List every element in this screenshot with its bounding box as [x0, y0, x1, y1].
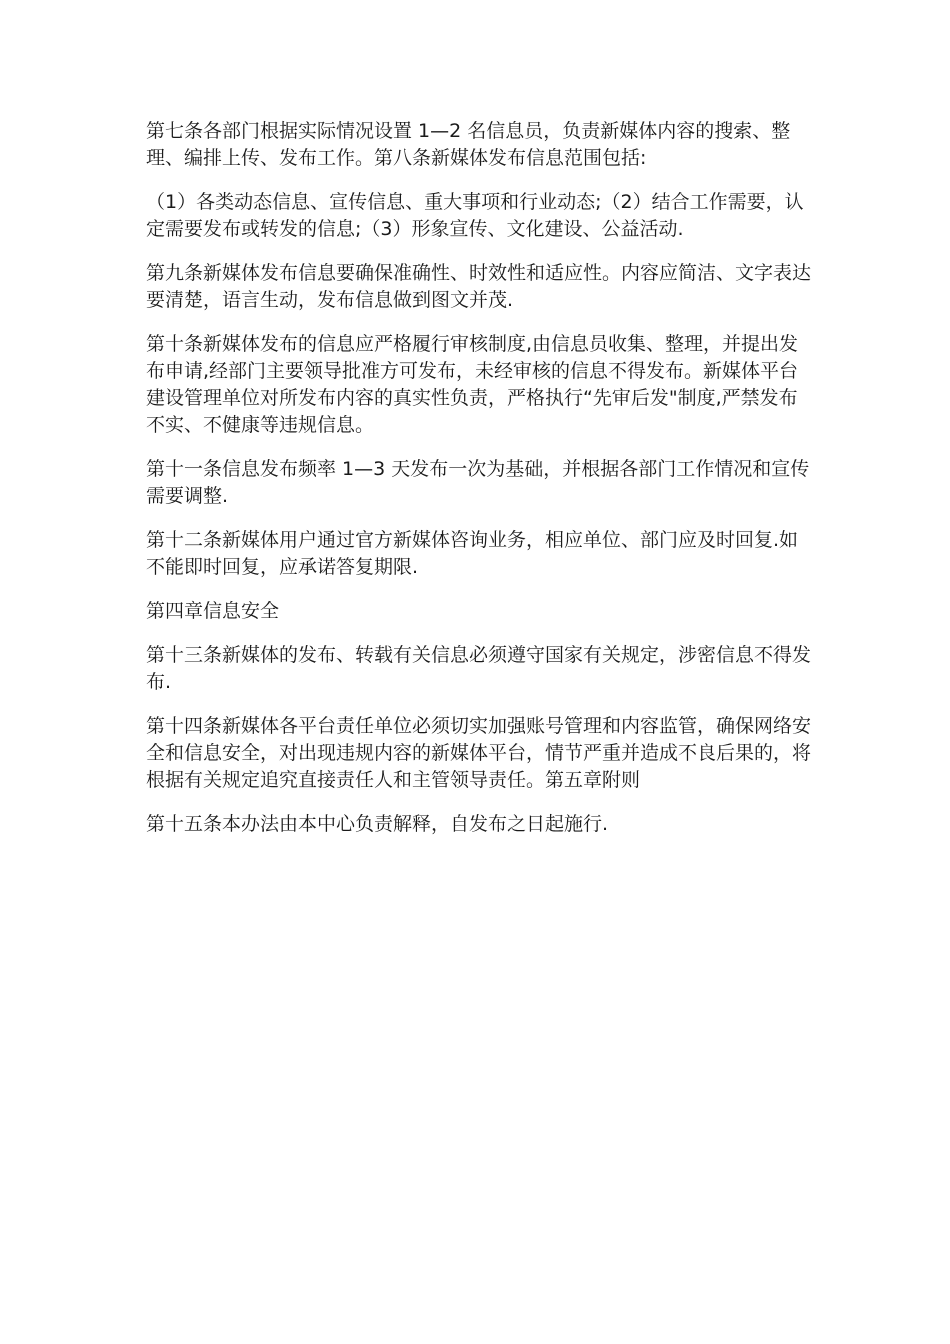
- article-13-paragraph: 第十三条新媒体的发布、转载有关信息必须遵守国家有关规定，涉密信息不得发布.: [146, 644, 812, 693]
- scope-list-paragraph: （1）各类动态信息、宣传信息、重大事项和行业动态;（2）结合工作需要，认定需要发布或转发的信息;（3）形象宣传、文化建设、公益活动.: [146, 191, 804, 240]
- chapter-4-heading: 第四章信息安全: [146, 600, 280, 622]
- article-7-paragraph: 第七条各部门根据实际情况设置 1—2 名信息员，负责新媒体内容的搜索、整理、编排上传、发布工作。第八条新媒体发布信息范围包括:: [146, 120, 791, 169]
- article-15-paragraph: 第十五条本办法由本中心负责解释，自发布之日起施行.: [146, 813, 609, 835]
- article-12-paragraph: 第十二条新媒体用户通过官方新媒体咨询业务，相应单位、部门应及时回复.如不能即时回复，应承诺答复期限.: [146, 529, 799, 578]
- document-body: [146, 118, 814, 855]
- article-9-paragraph: 第九条新媒体发布信息要确保准确性、时效性和适应性。内容应简洁、文字表达要清楚，语言生动，发布信息做到图文并茂.: [146, 262, 812, 311]
- article-11-paragraph: 第十一条信息发布频率 1—3 天发布一次为基础，并根据各部门工作情况和宣传需要调整.: [146, 458, 810, 507]
- article-10-paragraph: 第十条新媒体发布的信息应严格履行审核制度,由信息员收集、整理，并提出发布申请,经部门主要领导批准方可发布，未经审核的信息不得发布。新媒体平台建设管理单位对所发布内容的真实性负责，严格执行“先审后发"制度,严禁发布不实、不健康等违规信息。: [146, 333, 799, 436]
- article-14-paragraph: 第十四条新媒体各平台责任单位必须切实加强账号管理和内容监管，确保网络安全和信息安全，对出现违规内容的新媒体平台，情节严重并造成不良后果的，将根据有关规定追究直接责任人和主管领导责任。第五章附则: [146, 715, 812, 791]
